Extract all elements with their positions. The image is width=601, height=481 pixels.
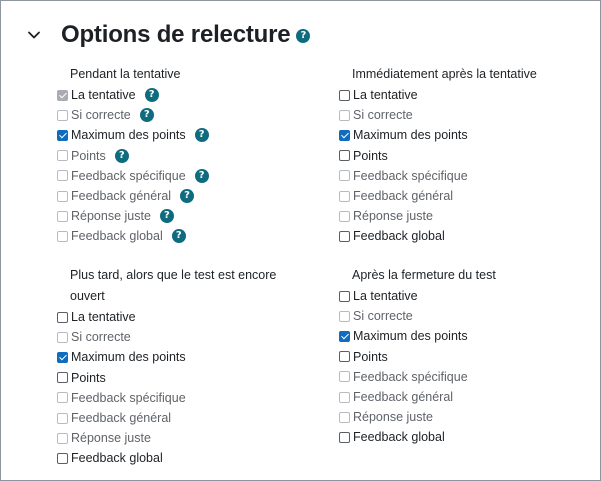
option-label: Feedback global — [353, 430, 445, 445]
help-icon[interactable]: ? — [296, 29, 310, 43]
group-heading: Pendant la tentative — [70, 67, 181, 81]
option-feedback-specifique — [339, 166, 594, 186]
option-label: Feedback global — [71, 229, 163, 244]
checkbox — [57, 211, 68, 222]
option-si-correcte — [339, 105, 594, 125]
option-points[interactable] — [339, 347, 594, 367]
option-reponse-juste — [57, 428, 317, 448]
option-maximum-des-points[interactable] — [57, 125, 317, 145]
option-label: Feedback spécifique — [71, 168, 186, 183]
checkbox — [57, 392, 68, 403]
help-icon[interactable]: ? — [172, 229, 186, 243]
option-label: Feedback spécifique — [353, 168, 468, 183]
checkbox[interactable] — [339, 331, 350, 342]
option-label: La tentative — [353, 289, 418, 304]
checkbox[interactable] — [339, 130, 350, 141]
option-feedback-global[interactable] — [57, 448, 317, 468]
option-label: Points — [71, 370, 106, 385]
checkbox — [339, 392, 350, 403]
option-feedback-general — [339, 186, 594, 206]
option-feedback-general — [57, 186, 317, 206]
option-feedback-global[interactable] — [339, 226, 594, 246]
option-maximum-des-points[interactable] — [339, 125, 594, 145]
section-title: Options de relecture — [61, 21, 291, 48]
group-heading-line-2: ouvert — [70, 289, 105, 303]
option-label: Feedback général — [71, 189, 172, 204]
option-la-tentative[interactable] — [57, 307, 317, 327]
option-label: Points — [353, 148, 388, 163]
checkbox[interactable] — [339, 90, 350, 101]
option-feedback-general — [57, 408, 317, 428]
checkbox — [339, 211, 350, 222]
option-points — [57, 146, 317, 166]
option-label: Points — [71, 148, 106, 163]
review-group-immediately-after — [339, 64, 594, 247]
option-label: Feedback global — [353, 229, 445, 244]
option-feedback-global[interactable] — [339, 427, 594, 447]
checkbox — [57, 170, 68, 181]
checkbox — [339, 110, 350, 121]
checkbox[interactable] — [339, 231, 350, 242]
option-label: Réponse juste — [353, 410, 433, 425]
option-feedback-general — [339, 387, 594, 407]
checkbox[interactable] — [57, 130, 68, 141]
option-maximum-des-points[interactable] — [339, 326, 594, 346]
help-icon[interactable]: ? — [160, 209, 174, 223]
option-feedback-specifique — [339, 367, 594, 387]
checkbox — [57, 191, 68, 202]
option-label: Feedback général — [353, 189, 454, 204]
option-label: Réponse juste — [71, 209, 151, 224]
help-icon[interactable]: ? — [180, 189, 194, 203]
checkbox[interactable] — [57, 312, 68, 323]
option-si-correcte — [57, 327, 317, 347]
option-label: Réponse juste — [353, 209, 433, 224]
option-la-tentative[interactable] — [339, 286, 594, 306]
checkbox[interactable] — [339, 432, 350, 443]
checkbox — [339, 412, 350, 423]
option-la-tentative[interactable] — [339, 85, 594, 105]
help-icon[interactable]: ? — [115, 149, 129, 163]
checkbox[interactable] — [339, 351, 350, 362]
option-maximum-des-points[interactable] — [57, 347, 317, 367]
checkbox — [57, 332, 68, 343]
group-heading-line-1: Plus tard, alors que le test est encore — [70, 268, 277, 282]
group-heading: Immédiatement après la tentative — [352, 67, 537, 81]
option-si-correcte — [339, 306, 594, 326]
option-si-correcte — [57, 105, 317, 125]
option-label: Maximum des points — [71, 128, 186, 143]
checkbox — [57, 231, 68, 242]
review-group-after-close — [339, 265, 594, 448]
help-icon[interactable]: ? — [140, 108, 154, 122]
help-icon[interactable]: ? — [145, 88, 159, 102]
option-reponse-juste — [57, 206, 317, 226]
option-feedback-specifique — [57, 166, 317, 186]
option-label: Maximum des points — [353, 329, 468, 344]
option-label: Maximum des points — [71, 350, 186, 365]
help-icon[interactable]: ? — [195, 128, 209, 142]
checkbox — [57, 90, 68, 101]
checkbox[interactable] — [57, 372, 68, 383]
checkbox — [339, 311, 350, 322]
option-label: La tentative — [71, 88, 136, 103]
option-label: Feedback général — [71, 411, 172, 426]
review-group-during-attempt — [57, 64, 317, 247]
checkbox — [339, 191, 350, 202]
option-points[interactable] — [57, 368, 317, 388]
group-heading: Après la fermeture du test — [352, 268, 496, 282]
chevron-down-icon[interactable] — [27, 28, 41, 42]
section-header[interactable] — [27, 15, 310, 55]
option-reponse-juste — [339, 206, 594, 226]
option-label: Si correcte — [353, 108, 413, 123]
checkbox[interactable] — [57, 453, 68, 464]
option-label: Feedback global — [71, 451, 163, 466]
option-label: Réponse juste — [71, 431, 151, 446]
option-points[interactable] — [339, 146, 594, 166]
option-label: La tentative — [353, 88, 418, 103]
option-label: Feedback spécifique — [71, 390, 186, 405]
checkbox — [57, 413, 68, 424]
option-label: Si correcte — [353, 309, 413, 324]
checkbox — [57, 433, 68, 444]
option-feedback-global — [57, 226, 317, 246]
checkbox — [339, 170, 350, 181]
option-label: Points — [353, 349, 388, 364]
option-reponse-juste — [339, 407, 594, 427]
checkbox[interactable] — [339, 150, 350, 161]
checkbox — [57, 150, 68, 161]
option-feedback-specifique — [57, 388, 317, 408]
option-label: Feedback général — [353, 390, 454, 405]
checkbox[interactable] — [339, 291, 350, 302]
option-label: La tentative — [71, 310, 136, 325]
help-icon[interactable]: ? — [195, 169, 209, 183]
option-label: Maximum des points — [353, 128, 468, 143]
review-group-later-while-open — [57, 265, 317, 469]
checkbox — [57, 110, 68, 121]
checkbox[interactable] — [57, 352, 68, 363]
option-label: Si correcte — [71, 330, 131, 345]
option-la-tentative — [57, 85, 317, 105]
option-label: Si correcte — [71, 108, 131, 123]
option-label: Feedback spécifique — [353, 369, 468, 384]
checkbox — [339, 371, 350, 382]
